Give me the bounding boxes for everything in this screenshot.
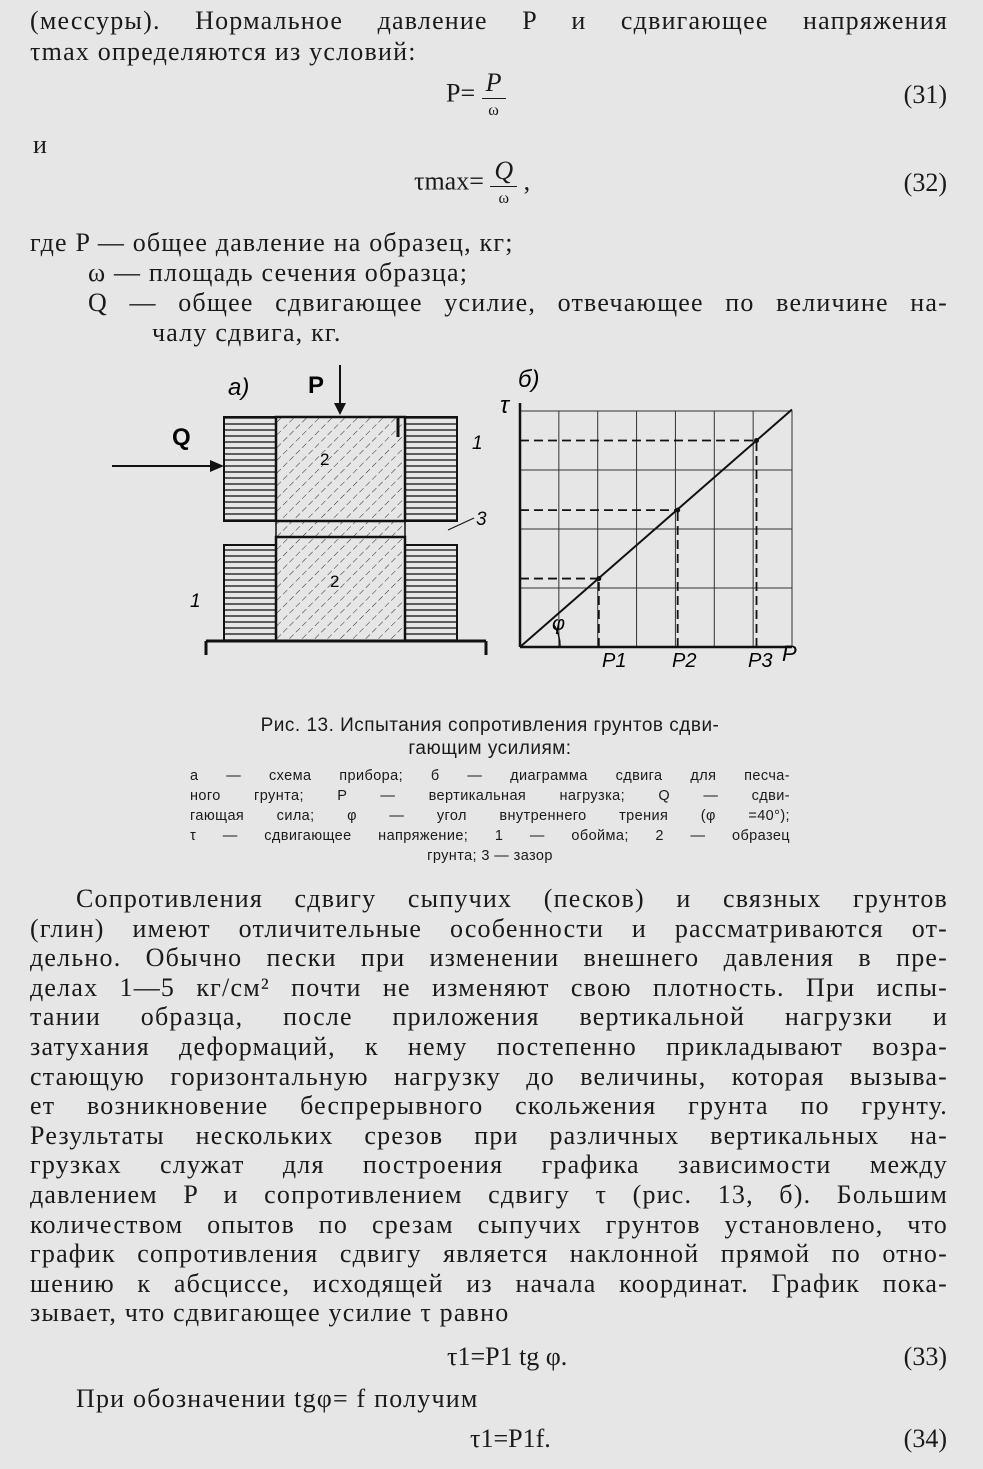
conjunction: и	[33, 130, 49, 159]
label-p: P	[308, 372, 325, 399]
equation-number: (33)	[903, 1342, 947, 1371]
tick-p3: P3	[748, 650, 773, 672]
apparatus-diagram	[112, 365, 487, 655]
equation-32	[414, 156, 530, 211]
tick-p2: P2	[672, 650, 697, 672]
label-b: б)	[518, 366, 540, 393]
text-line: τmax определяются из условий:	[30, 37, 417, 66]
num-2-upper: 2	[320, 450, 330, 469]
caption-line: а — схема прибора; б — диаграмма сдвига для песча-	[190, 768, 790, 784]
caption-line: τ — сдвигающее напряжение; 1 — обойма; 2 — образец	[190, 828, 790, 844]
equation-34: τ1=P1f.	[470, 1424, 551, 1453]
body-line: ет возникновение беспрерывного скольжения грунта по грунту.	[30, 1091, 948, 1121]
body-line: тании образца, после приложения вертикальной нагрузки и	[30, 1002, 948, 1032]
eq32-num: Q	[490, 156, 517, 187]
data-point	[675, 508, 680, 513]
caption-line: ного грунта; P — вертикальная нагрузка; Q — сдви-	[190, 788, 790, 804]
body-line: (глин) имеют отличительные особенности и рассматриваются от-	[30, 913, 948, 943]
num-2-lower: 2	[330, 572, 340, 591]
label-q: Q	[172, 424, 191, 451]
definition-line: где P — общее давление на образец, кг;	[30, 228, 514, 257]
data-point	[596, 576, 601, 581]
body-line: шению к абсциссе, исходящей из начала координат. График пока-	[30, 1268, 948, 1298]
body-line: Сопротивления сдвигу сыпучих (песков) и связных грунтов	[76, 884, 948, 913]
caption-line: гающая сила; φ — угол внутреннего трения (φ =40°);	[190, 808, 790, 824]
body-line: давлением P и сопротивлением сдвигу τ (рис. 13, б). Большим	[30, 1180, 949, 1209]
label-a: а)	[228, 374, 250, 401]
equation-number: (34)	[903, 1424, 947, 1453]
definition-line: ω — площадь сечения образца;	[88, 258, 469, 287]
eq32-den: ω	[498, 190, 510, 207]
shear-diagram	[500, 366, 797, 672]
body-line: количеством опытов по срезам сыпучих грунтов установлено, что	[30, 1209, 948, 1239]
body-line: зывает, что сдвигающее усилие τ равно	[30, 1298, 510, 1328]
data-point	[754, 438, 759, 443]
text-line: При обозначении tgφ= f получим	[76, 1384, 479, 1413]
equation-number: (31)	[903, 80, 947, 109]
sample-lower	[276, 537, 405, 641]
eq31-num: P	[482, 68, 506, 99]
body-line: стающую горизонтальную нагрузку до величины, которая вызыва-	[30, 1061, 948, 1091]
body-line: грузках служат для построения графика зависимости между	[30, 1150, 948, 1180]
definition-line: чалу сдвига, кг.	[152, 318, 342, 347]
text-line: (мессуры). Нормальное давление P и сдвигающее напряжения	[30, 6, 948, 35]
eq31-lhs: P=	[446, 78, 476, 108]
angle-phi: φ	[552, 613, 566, 635]
num-1-upper: 1	[472, 433, 483, 454]
num-3: 3	[476, 509, 487, 530]
chart-plot	[520, 403, 792, 647]
body-line: дельно. Обычно пески при изменении внешнего давления в пре-	[30, 943, 948, 973]
p-arrow-head	[334, 403, 346, 415]
q-arrow-head	[210, 460, 224, 472]
caption-title: Рис. 13. Испытания сопротивления грунтов сдви-	[260, 715, 720, 736]
caption-line: грунта; 3 — зазор	[427, 848, 553, 864]
eq32-tail: ,	[523, 166, 531, 196]
axis-p-label: P	[782, 641, 797, 666]
equation-31	[446, 68, 506, 123]
num-1-lower: 1	[190, 591, 201, 612]
equation-number: (32)	[903, 168, 947, 197]
sample-upper	[276, 417, 405, 521]
body-line: график сопротивления сдвигу является наклонной прямой по отно-	[30, 1239, 948, 1269]
figure-13	[0, 355, 983, 695]
tick-p1: P1	[602, 650, 627, 672]
shear-line	[520, 410, 792, 647]
gap	[276, 521, 405, 537]
body-line: затухания деформаций, к нему постепенно прикладывают возра-	[30, 1032, 948, 1061]
body-line: Результаты нескольких срезов при различных вертикальных на-	[30, 1120, 948, 1150]
definition-line: Q — общее сдвигающее усилие, отвечающее по величине на-	[88, 288, 948, 317]
equation-33: τ1=P1 tg φ.	[447, 1342, 568, 1371]
eq31-den: ω	[488, 102, 499, 119]
eq32-lhs: τmax=	[414, 166, 484, 196]
axis-tau-label: τ	[500, 392, 509, 419]
body-line: делах 1—5 кг/см² почти не изменяют свою плотность. При испы-	[30, 972, 948, 1002]
caption-title: гающим усилиям:	[408, 738, 572, 759]
